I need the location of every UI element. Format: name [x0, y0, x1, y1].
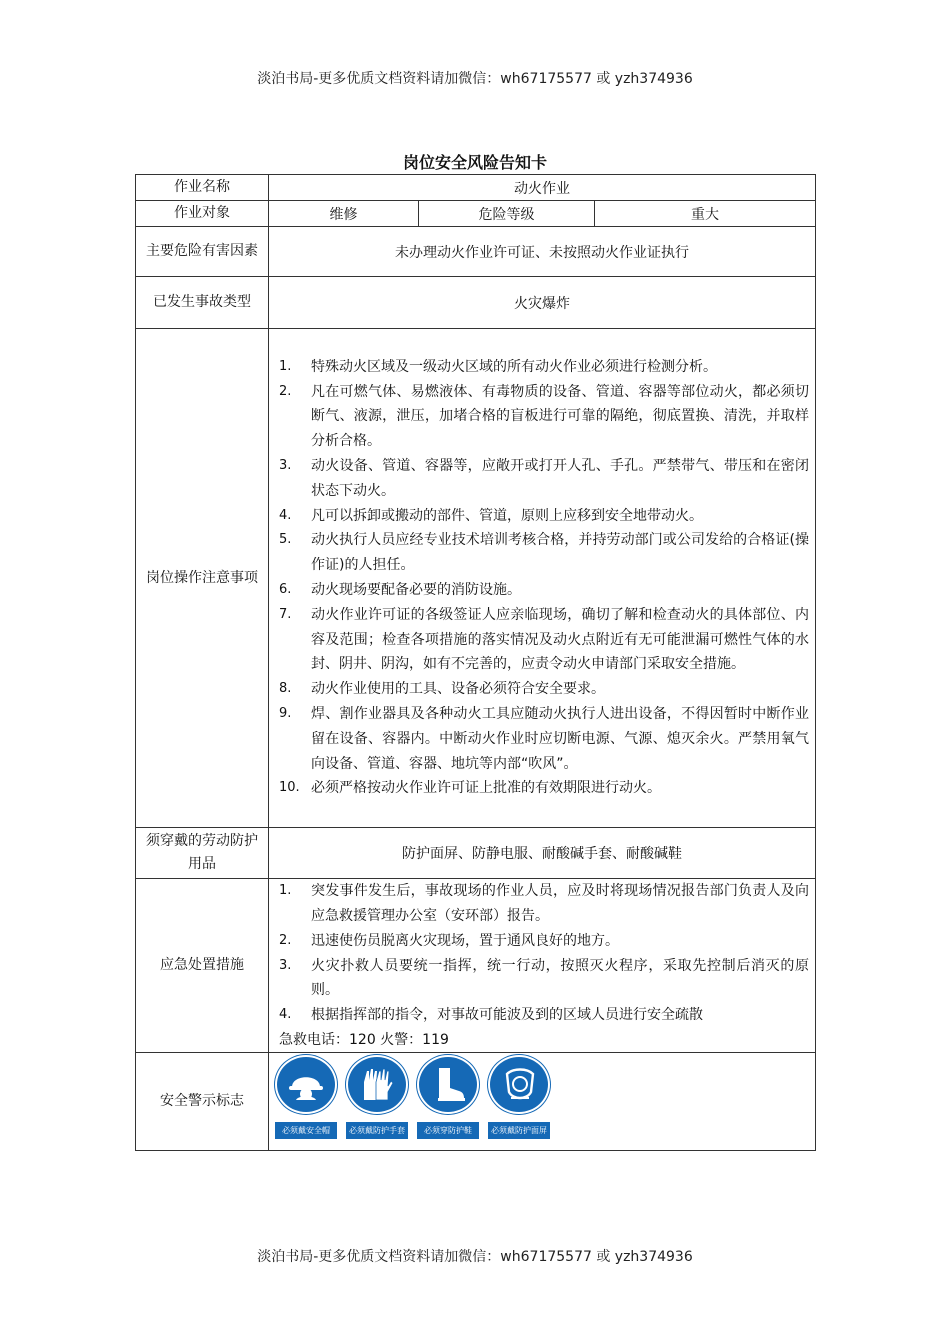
face-shield-icon: [488, 1055, 550, 1114]
row-accident-types: [136, 277, 816, 329]
row-job-name: [136, 175, 816, 201]
list-item: 1. 突发事件发生后，事故现场的作业人员，应及时将现场情况报告部门负责人及向应急救援管理办公室（安环部）报告。: [279, 883, 809, 924]
main-hazards-label: 主要危险有害因素: [136, 227, 269, 277]
gloves-icon: [346, 1055, 408, 1114]
operation-notes-list: [275, 355, 809, 801]
sign-caption: 必须戴防护手套: [346, 1122, 408, 1139]
list-item: 9. 焊、割作业器具及各种动火工具应随动火执行人进出设备，不得因暂时中断作业留在设备、容器内。中断动火作业时应切断电源、气源、熄灭余火。严禁用氧气向设备、管道、容器、地坑等内部“吹风”。: [279, 705, 809, 772]
list-item: 8. 动火作业使用的工具、设备必须符合安全要求。: [279, 681, 605, 698]
row-job-object: [136, 201, 816, 227]
main-hazards-value: 未办理动火作业许可证、未按照动火作业证执行: [269, 227, 816, 277]
list-item: 10. 必须严格按动火作业许可证上批准的有效期限进行动火。: [279, 780, 661, 797]
list-item: 3. 火灾扑救人员要统一指挥，统一行动，按照灭火程序，采取先控制后消灭的原则。: [279, 957, 809, 999]
list-item: 6. 动火现场要配备必要的消防设施。: [279, 582, 521, 598]
warning-signs-content: [269, 1053, 816, 1151]
sign-caption: 必须穿防护鞋: [417, 1122, 479, 1139]
emergency-content: [269, 879, 816, 1053]
emergency-phone-line: 急救电话：120 火警：119: [279, 1031, 449, 1048]
job-name-value: 动火作业: [269, 175, 816, 201]
list-item: 4. 根据指挥部的指令，对事故可能波及到的区域人员进行安全疏散: [279, 1007, 703, 1024]
list-item: 4. 凡可以拆卸或搬动的部件、管道，原则上应移到安全地带动火。: [279, 507, 703, 524]
list-item: 5. 动火执行人员应经专业技术培训考核合格，并持劳动部门或公司发给的合格证(操作证)的人担任。: [279, 532, 809, 574]
page-header: 淡泊书局-更多优质文档资料请加微信：wh67175577 或 yzh374936: [257, 71, 693, 87]
sign-gloves: [346, 1055, 408, 1139]
job-object-label: 作业对象: [136, 201, 269, 227]
page-footer: 淡泊书局-更多优质文档资料请加微信：wh67175577 或 yzh374936: [257, 1249, 693, 1265]
row-ppe: [136, 828, 816, 879]
job-object-value: 维修: [269, 201, 419, 227]
list-item: 7. 动火作业许可证的各级签证人应亲临现场，确切了解和检查动火的具体部位、内容及范围；检查各项措施的落实情况及动火点附近有无可能泄漏可燃性气体的水封、阴井、阴沟，如有不完善的，应责令动火申请部门采取安全措施。: [279, 606, 809, 673]
risk-notice-card: [135, 174, 816, 1151]
sign-boot: [417, 1055, 479, 1139]
list-item: 1. 特殊动火区域及一级动火区域的所有动火作业必须进行检测分析。: [279, 358, 717, 375]
list-item: 2. 凡在可燃气体、易燃液体、有毒物质的设备、管道、容器等部位动火，都必须切断气、液源，泄压，加堵合格的盲板进行可靠的隔绝，彻底置换、清洗，并取样分析合格。: [279, 383, 809, 450]
row-emergency: [136, 879, 816, 1053]
ppe-label: 须穿戴的劳动防护用品: [136, 828, 269, 879]
operation-notes-label: 岗位操作注意事项: [136, 329, 269, 828]
emergency-label: 应急处置措施: [136, 879, 269, 1053]
job-name-label: 作业名称: [136, 175, 269, 201]
ppe-value: 防护面屏、防静电服、耐酸碱手套、耐酸碱鞋: [269, 828, 816, 879]
page-title: 岗位安全风险告知卡: [402, 153, 547, 172]
accident-types-value: 火灾爆炸: [269, 277, 816, 329]
warning-signs-label: 安全警示标志: [136, 1053, 269, 1151]
sign-caption: 必须戴安全帽: [275, 1122, 337, 1139]
hazard-level-value: 重大: [595, 201, 816, 227]
row-main-hazards: [136, 227, 816, 277]
helmet-icon: [275, 1055, 337, 1114]
list-item: 3. 动火设备、管道、容器等，应敞开或打开人孔、手孔。严禁带气、带压和在密闭状态下动火。: [279, 458, 809, 499]
list-item: 2. 迅速使伤员脱离火灾现场，置于通风良好的地方。: [279, 932, 619, 949]
warning-signs-strip: [269, 1053, 815, 1139]
operation-notes-content: [269, 329, 816, 828]
sign-helmet: [275, 1055, 337, 1139]
accident-types-label: 已发生事故类型: [136, 277, 269, 329]
row-operation-notes: [136, 329, 816, 828]
sign-caption: 必须戴防护面屏: [488, 1122, 550, 1139]
sign-face-shield: [488, 1055, 550, 1139]
emergency-list: [275, 879, 809, 1028]
boot-icon: [417, 1055, 479, 1114]
hazard-level-label: 危险等级: [419, 201, 595, 227]
row-warning-signs: [136, 1053, 816, 1151]
